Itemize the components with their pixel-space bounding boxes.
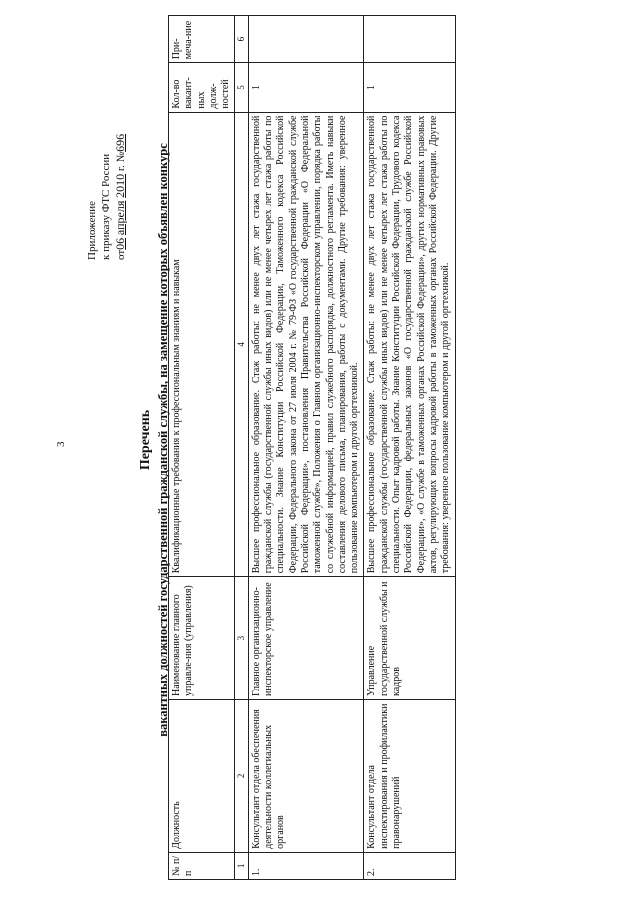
row-notes <box>364 16 455 63</box>
row-number: 1. <box>248 852 364 879</box>
header-requirements: Квалификационные требования к профессиональным знаниям и навыкам <box>169 112 235 577</box>
page-number: 3 <box>55 441 67 447</box>
header-num: № п/п <box>169 852 235 879</box>
appendix-block <box>85 134 128 260</box>
column-index: 2 <box>235 699 248 852</box>
header-vacancies: Кол-во вакант-ных долж-ностей <box>169 63 235 112</box>
column-index: 4 <box>235 112 248 577</box>
document-title: Перечень <box>138 409 153 471</box>
row-requirements: Высшее профессиональное образование. Стаж работы: не менее двух лет стажа государственной гражданской службы (государственной службы иных видов) или не менее четырех лет стажа работы по специальности. Опыт кадровой работы. Знание Конституции Российской Федерации, Трудового кодекса Российской Федерации, федеральных законов «О государственной гражданской службе Российской Федерации», «О службе в таможенных органах Российской Федерации», других нормативных правовых актов, регулирующих вопросы кадровой работы в таможенных органах Российской Федерации. Другие требования: уверенное пользование компьютером и другой оргтехникой. <box>364 112 455 577</box>
table-header-row <box>169 16 235 880</box>
row-position: Консультант отдела инспектирования и профилактики правонарушений <box>364 699 455 852</box>
number-label: № <box>115 151 127 163</box>
row-position: Консультант отдела обеспечения деятельности коллегиальных органов <box>248 699 364 852</box>
header-notes: При-меча-ние <box>169 16 235 63</box>
order-number: 696 <box>113 133 127 152</box>
date-day: 06 <box>113 237 127 250</box>
column-index: 1 <box>235 852 248 879</box>
date-prefix: от <box>115 249 127 260</box>
row-vacancies: 1 <box>248 63 364 112</box>
table-row <box>364 16 455 880</box>
appendix-order-ref: к приказу ФТС России <box>100 153 112 260</box>
table-row <box>248 16 364 880</box>
appendix-label: Приложение <box>86 200 98 260</box>
year-suffix: г. <box>115 165 127 172</box>
date-month: апреля <box>113 200 127 236</box>
row-requirements: Высшее профессиональное образование. Стаж работы: не менее двух лет стажа государственной гражданской службы (государственной службы иных видов) или не менее четырех лет стажа работы по специальности. Знание Конституции Российской Федерации, Таможенного кодекса Российской Федерации, Федерального закона от 27 июля 2004 г. № 79-ФЗ «О государственной гражданской службе Российской Федерации», постановления Правительства Российской Федерации «О Федеральной таможенной службе», Положения о Главном организационно-инспекторском управлении, порядка работы со служебной информацией, правил служебного распорядка, должностного регламента. Иметь навыки составления делового письма, планирования, работы с документами. Другие требования: уверенное пользование компьютером и другой оргтехникой. <box>248 112 364 577</box>
date-year: 2010 <box>113 173 127 198</box>
document-subtitle: вакантных должностей государственной гражданской службы, на замещение которых объявлен конкурс <box>156 143 170 737</box>
document-titles <box>138 130 171 750</box>
column-index-row <box>235 16 248 880</box>
column-index: 5 <box>235 63 248 112</box>
row-department: Главное организационно-инспекторское управление <box>248 577 364 700</box>
row-vacancies: 1 <box>364 63 455 112</box>
header-position: Должность <box>169 699 235 852</box>
row-number: 2. <box>364 852 455 879</box>
column-index: 3 <box>235 577 248 700</box>
header-department: Наименование главного управле-ния (управления) <box>169 577 235 700</box>
row-notes <box>248 16 364 63</box>
vacancies-table <box>168 15 456 880</box>
appendix-date-line <box>113 134 128 260</box>
row-department: Управление государственной службы и кадров <box>364 577 455 700</box>
column-index: 6 <box>235 16 248 63</box>
